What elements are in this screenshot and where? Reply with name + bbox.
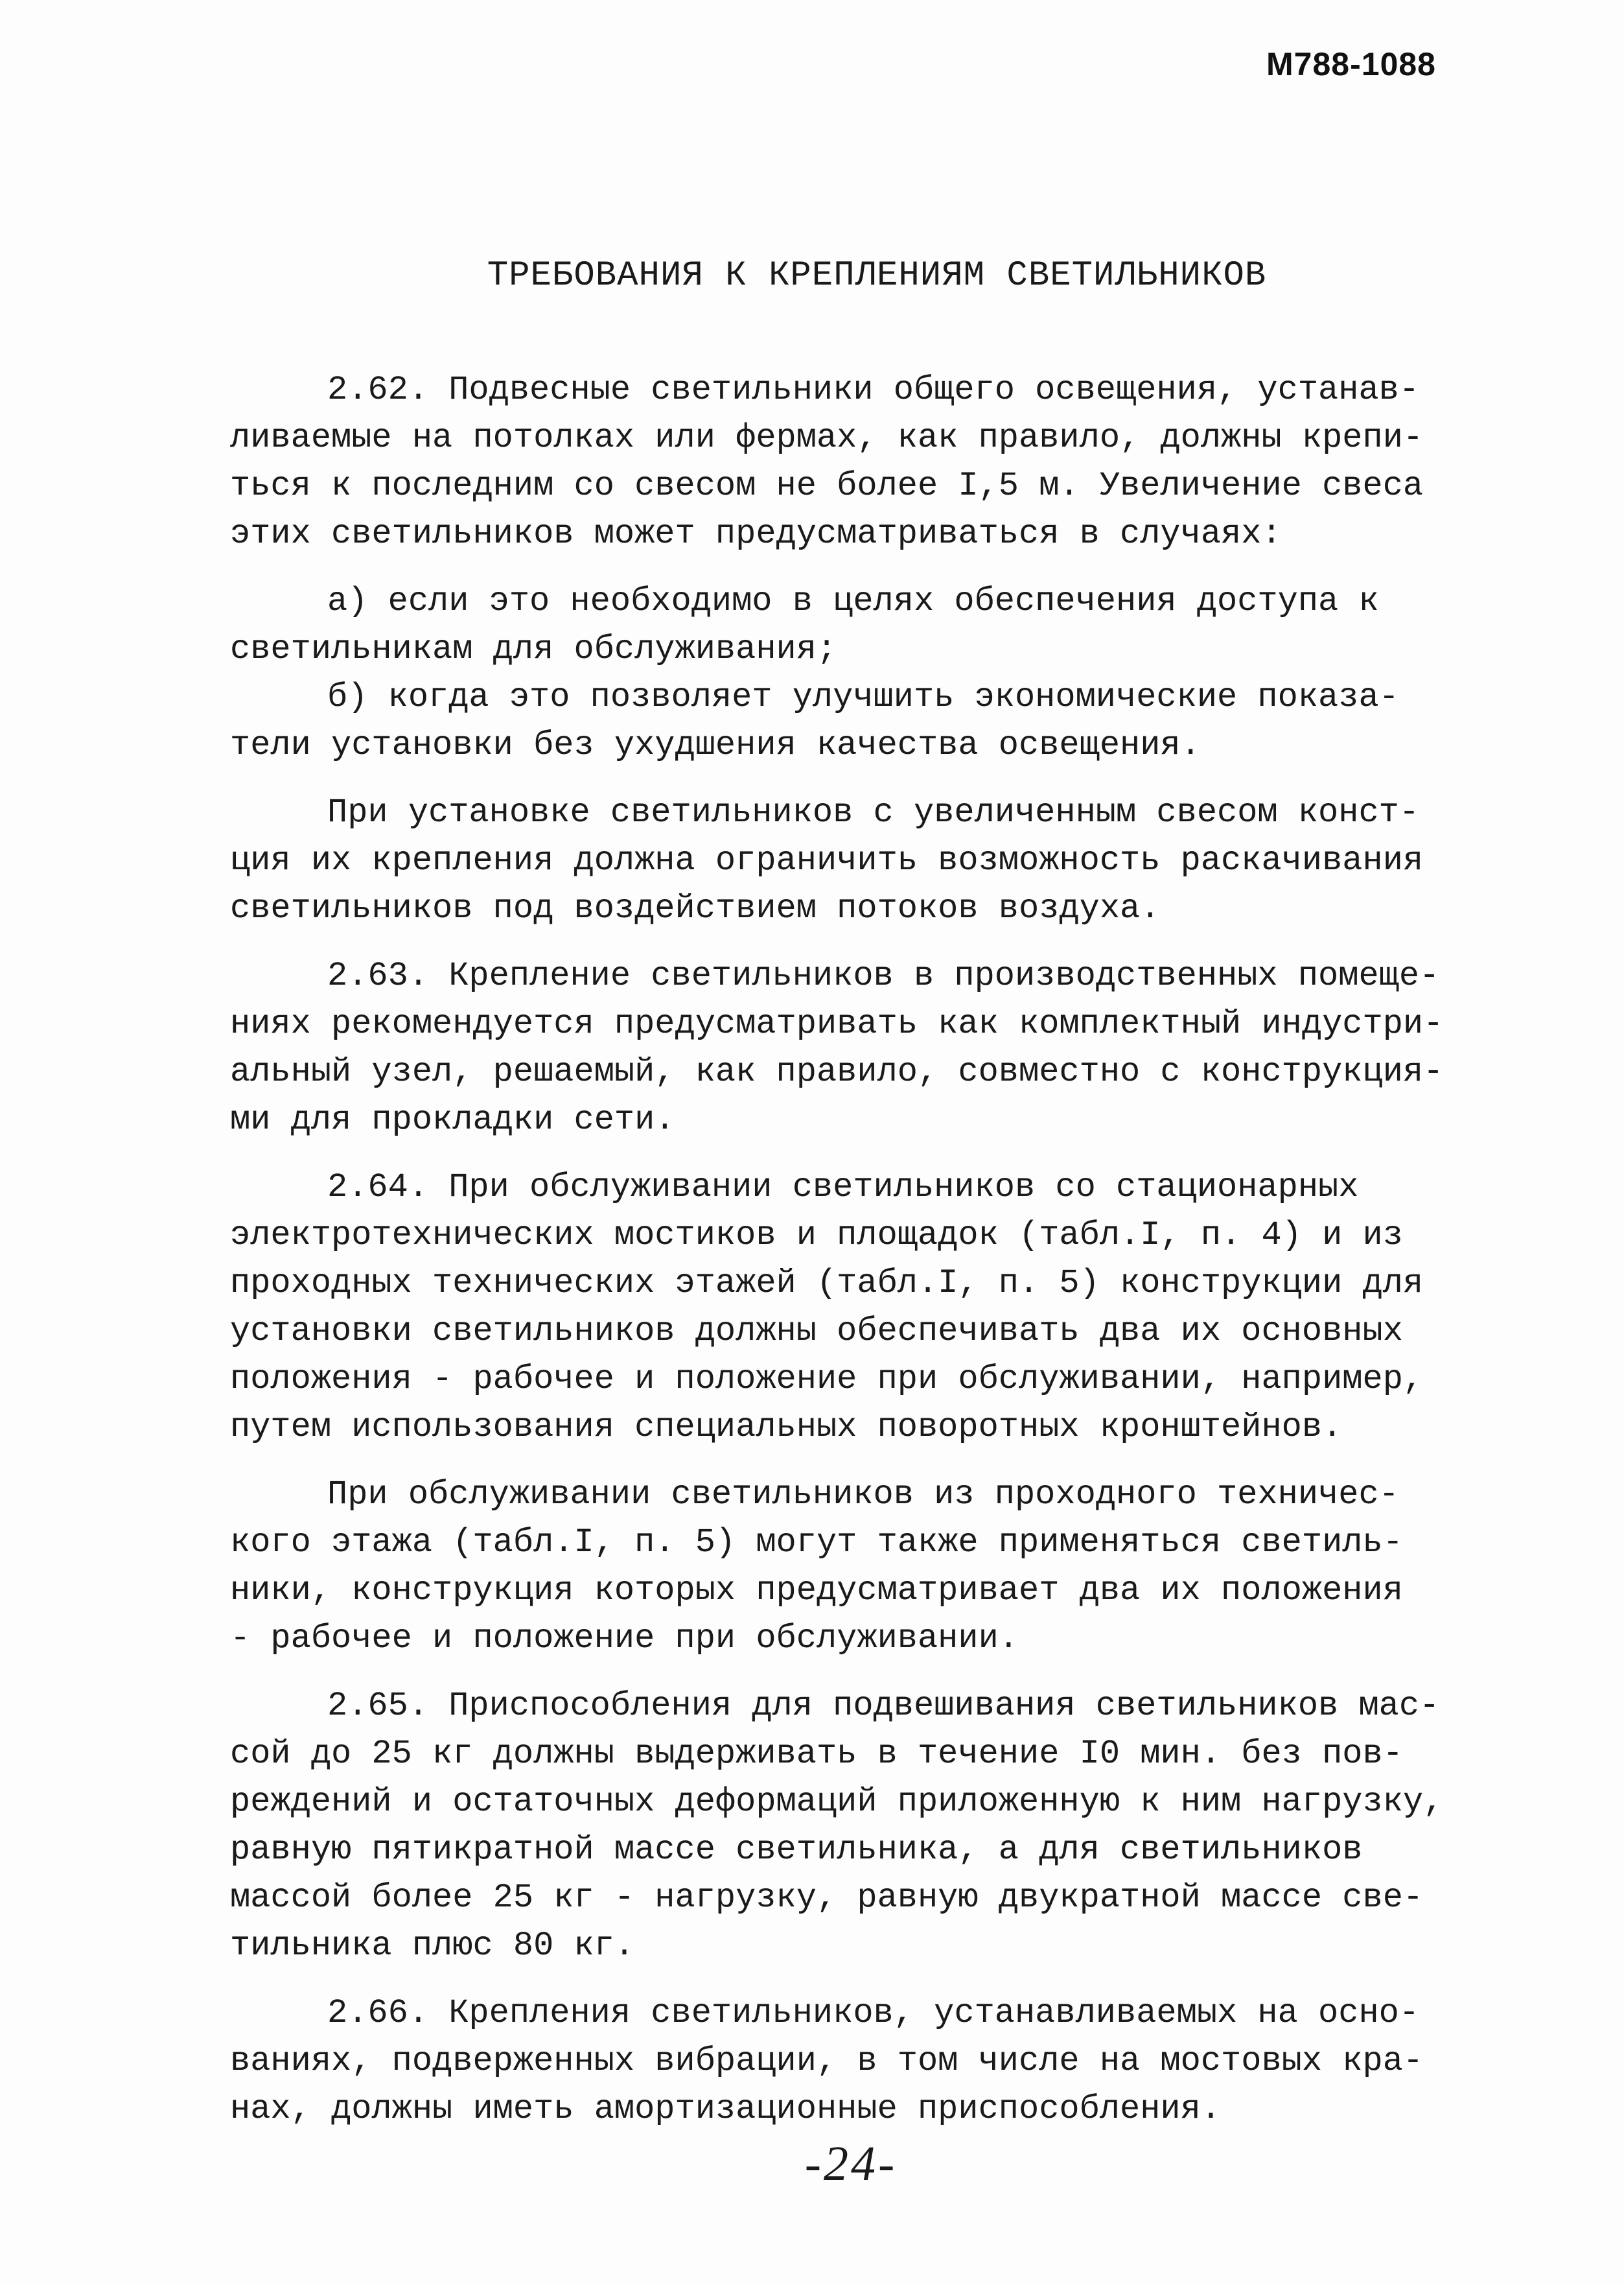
paragraph-2-64 (230, 1164, 1424, 1451)
text-line: ция их крепления должна ограничить возможность раскачивания (230, 841, 1424, 880)
text-line: тели установки без ухудшения качества освещения. (230, 726, 1201, 764)
text-line: б) когда это позволяет улучшить экономические показа- (327, 678, 1399, 716)
text-line: ми для прокладки сети. (230, 1101, 675, 1139)
text-line: установки светильников должны обеспечивать два их основных (230, 1312, 1403, 1350)
text-line: положения - рабочее и положение при обслуживании, например, (230, 1360, 1424, 1398)
paragraph-increased-overhang (230, 789, 1424, 933)
text-line: - рабочее и положение при обслуживании. (230, 1619, 1019, 1658)
text-line: ники, конструкция которых предусматривает два их положения (230, 1571, 1403, 1610)
text-line: равную пятикратной массе светильника, а для светильников (230, 1831, 1363, 1869)
text-line: При установке светильников с увеличенным свесом конст- (327, 793, 1420, 832)
section-title: ТРЕБОВАНИЯ К КРЕПЛЕНИЯМ СВЕТИЛЬНИКОВ (487, 256, 1267, 296)
list-item-b (230, 674, 1416, 769)
text-line: тильника плюс 80 кг. (230, 1927, 635, 1965)
text-line: 2.65. Приспособления для подвешивания светильников мас- (327, 1687, 1440, 1725)
text-line: нах, должны иметь амортизационные приспособления. (230, 2090, 1222, 2128)
text-line: реждений и остаточных деформаций приложенную к ним нагрузку, (230, 1783, 1444, 1821)
text-line: массой более 25 кг - нагрузку, равную двукратной массе све- (230, 1879, 1424, 1917)
text-line: светильникам для обслуживания; (230, 630, 837, 668)
text-line: сой до 25 кг должны выдерживать в течение I0 мин. без пов- (230, 1735, 1403, 1773)
paragraph-2-65 (230, 1682, 1444, 1970)
paragraph-2-62 (230, 366, 1424, 558)
text-line: кого этажа (табл.I, п. 5) могут также применяться светиль- (230, 1523, 1403, 1562)
list-item-a (230, 578, 1416, 674)
text-line: ливаемые на потолках или фермах, как правило, должны крепи- (230, 419, 1424, 457)
text-line: 2.62. Подвесные светильники общего освещения, устанав- (327, 371, 1420, 409)
paragraph-2-63 (230, 952, 1444, 1144)
paragraph-technical-floor (230, 1471, 1416, 1663)
text-line: ться к последним со свесом не более I,5 м. Увеличение свеса (230, 467, 1424, 505)
text-line: проходных технических этажей (табл.I, п. 5) конструкции для (230, 1264, 1424, 1302)
document-body (230, 366, 1444, 2153)
text-line: 2.64. При обслуживании светильников со стационарных (327, 1168, 1359, 1206)
text-line: а) если это необходимо в целях обеспечения доступа к (327, 582, 1379, 620)
document-code: М788-1088 (1266, 46, 1436, 82)
text-line: 2.66. Крепления светильников, устанавливаемых на осно- (327, 1994, 1420, 2032)
paragraph-2-66 (230, 1989, 1424, 2133)
text-line: альный узел, решаемый, как правило, совместно с конструкция- (230, 1053, 1444, 1091)
page-number: -24- (804, 2137, 898, 2191)
text-line: светильников под воздействием потоков воздуха. (230, 889, 1161, 928)
text-line: путем использования специальных поворотных кронштейнов. (230, 1408, 1343, 1446)
text-line: электротехнических мостиков и площадок (табл.I, п. 4) и из (230, 1216, 1403, 1254)
text-line: 2.63. Крепление светильников в производственных помеще- (327, 957, 1440, 995)
text-line: ваниях, подверженных вибрации, в том числе на мостовых кра- (230, 2042, 1424, 2080)
text-line: ниях рекомендуется предусматривать как комплектный индустри- (230, 1005, 1444, 1043)
text-line: При обслуживании светильников из проходного техничес- (327, 1475, 1399, 1514)
text-line: этих светильников может предусматриваться в случаях: (230, 515, 1282, 553)
